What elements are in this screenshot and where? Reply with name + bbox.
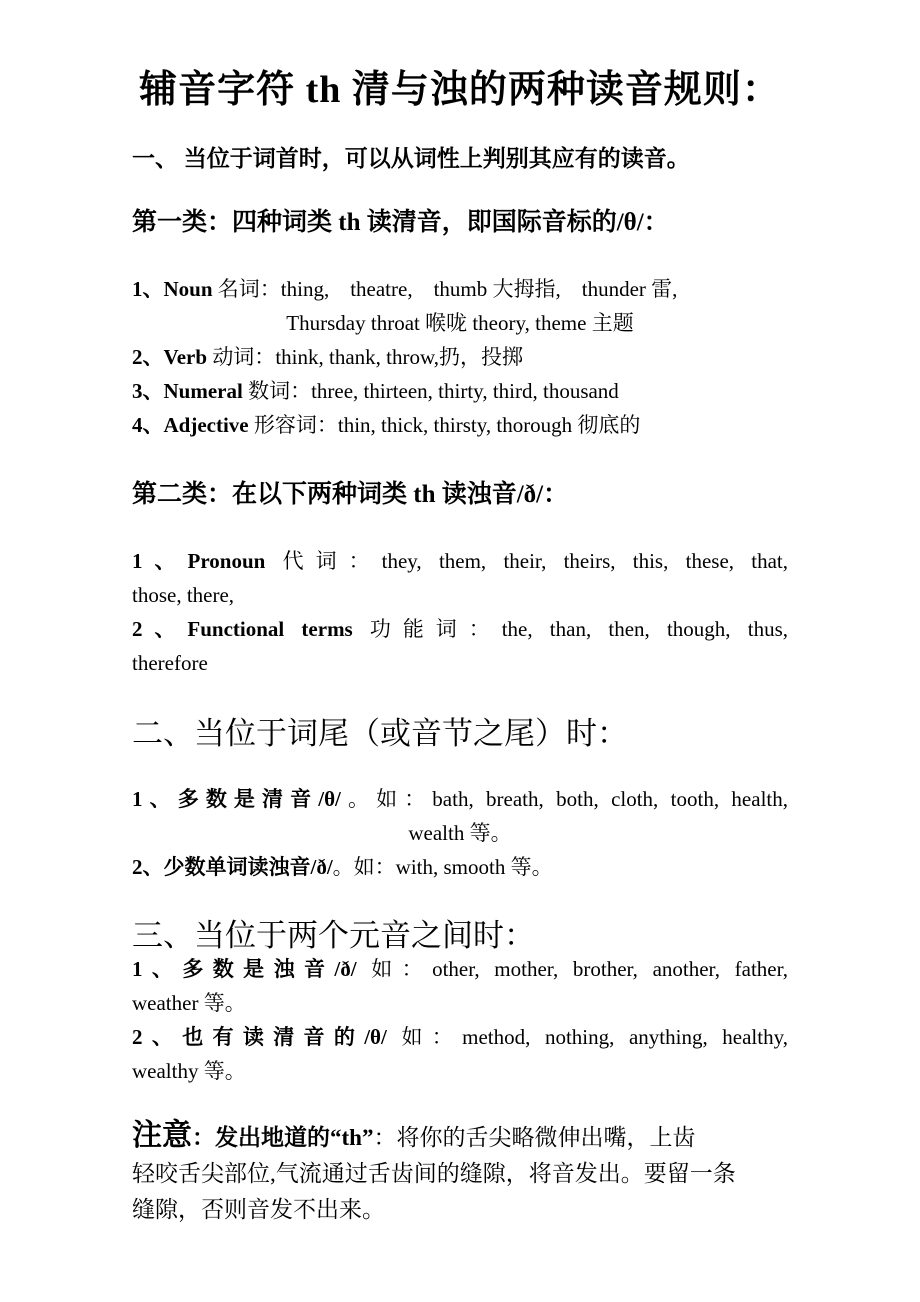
section-3-heading: 三、当位于两个元音之间时：: [132, 918, 535, 953]
list-item: 1、Pronoun 代词：they, them, their, theirs, this, these, that,: [132, 549, 789, 573]
list-item: 2、也有读清音的/θ/ 如：method, nothing, anything, healthy,: [132, 1025, 788, 1049]
section-2-list: [132, 782, 788, 884]
category-2-list: [132, 544, 788, 680]
note-label: 注意: [132, 1119, 192, 1152]
note-block: [132, 1118, 788, 1228]
category-1-list: [132, 272, 788, 442]
note-line-2: 轻咬舌尖部位,气流通过舌齿间的缝隙，将音发出。要留一条: [132, 1161, 736, 1186]
list-item-continuation: wealthy 等。: [132, 1059, 246, 1083]
document-title: 辅音字符 th 清与浊的两种读音规则：: [139, 69, 781, 111]
list-item-continuation: Thursday throat 喉咙 theory, theme 主题: [286, 311, 634, 335]
list-item: 4、Adjective 形容词：thin, thick, thirsty, thorough 彻底的: [132, 413, 641, 437]
list-item: 1、Noun 名词：thing, theatre, thumb 大拇指, thunder 雷,: [132, 277, 678, 301]
section-3-list: [132, 952, 788, 1088]
list-item-continuation: therefore: [132, 651, 208, 675]
category-1-heading: 第一类：四种词类 th 读清音，即国际音标的/θ/：: [132, 209, 669, 236]
list-item-continuation: those, there,: [132, 583, 235, 607]
list-item: 2、少数单词读浊音/ð/。如：with, smooth 等。: [132, 855, 553, 879]
list-item: 3、Numeral 数词：three, thirteen, thirty, third, thousand: [132, 379, 619, 403]
section-1-heading: 一、 当位于词首时，可以从词性上判别其应有的读音。: [132, 146, 690, 171]
note-line-3: 缝隙，否则音发不出来。: [132, 1197, 385, 1222]
list-item-continuation: wealth 等。: [408, 821, 512, 845]
list-item: 1、多数是浊音/ð/ 如：other, mother, brother, another, father,: [132, 957, 789, 981]
category-2-heading: 第二类：在以下两种词类 th 读浊音/ð/：: [132, 481, 569, 508]
note-line-1: 注意：发出地道的“th”：将你的舌尖略微伸出嘴，上齿: [132, 1119, 696, 1152]
list-item: 2、Functional terms 功能词：the, than, then, though, thus,: [132, 617, 789, 641]
section-2-heading: 二、当位于词尾（或音节之尾）时：: [132, 716, 628, 751]
list-item: 2、Verb 动词：think, thank, throw,扔，投掷: [132, 345, 524, 369]
list-item-continuation: weather 等。: [132, 991, 246, 1015]
list-item: 1、多数是清音/θ/。如：bath, breath, both, cloth, tooth, health,: [132, 787, 788, 811]
